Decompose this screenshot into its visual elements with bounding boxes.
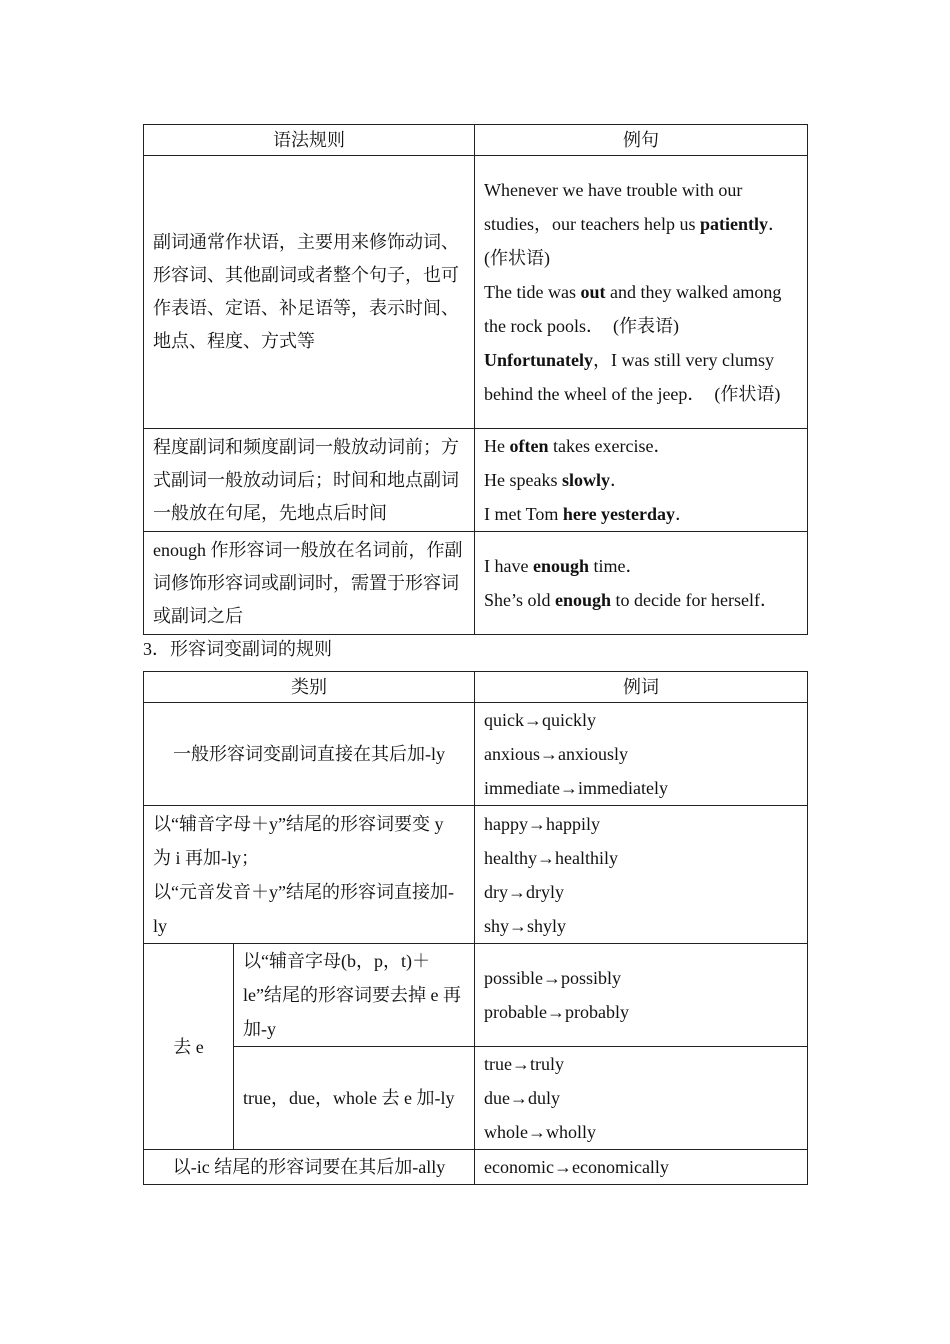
- rule-cell: 以“辅音字母(b，p，t)＋le”结尾的形容词要去掉 e 再加-y: [234, 944, 475, 1047]
- rule-cell: [144, 806, 475, 944]
- example-cell: [475, 703, 808, 806]
- header-grammar-rule: 语法规则: [144, 125, 475, 156]
- example-word: anxious→anxiously: [484, 744, 628, 764]
- rule-cell: 以-ic 结尾的形容词要在其后加-ally: [144, 1150, 475, 1185]
- rule-cell: 副词通常作状语，主要用来修饰动词、形容词、其他副词或者整个句子，也可作表语、定语、补足语等，表示时间、地点、程度、方式等: [144, 156, 475, 429]
- example-word: immediate→immediately: [484, 778, 668, 798]
- grammar-rules-table: [143, 124, 808, 635]
- rule-cell: true，due，whole 去 e 加-ly: [234, 1047, 475, 1150]
- example-word: due→duly: [484, 1088, 560, 1108]
- example-sentence: Unfortunately，I was still very clumsy behind the wheel of the jeep． (作状语): [484, 350, 781, 404]
- example-cell: [475, 429, 808, 532]
- example-word: healthy→healthily: [484, 847, 618, 868]
- example-cell: [475, 1047, 808, 1150]
- example-word: possible→possibly: [484, 968, 622, 988]
- table-row: [144, 1150, 808, 1185]
- table-row: [144, 156, 808, 429]
- example-cell: [475, 156, 808, 429]
- example-word: quick→quickly: [484, 710, 596, 730]
- rule-cell: enough 作形容词一般放在名词前，作副词修饰形容词或副词时，需置于形容词或副词之后: [144, 532, 475, 635]
- table-header-row: [144, 672, 808, 703]
- example-sentence: Whenever we have trouble with our studies，our teachers help us patiently． (作状语): [484, 180, 795, 268]
- header-example-words: 例词: [475, 672, 808, 703]
- example-cell: [475, 944, 808, 1047]
- table-row: [144, 429, 808, 532]
- rule-line: 以“元音发音＋y”结尾的形容词直接加-ly: [153, 881, 454, 936]
- example-word: true→truly: [484, 1054, 564, 1074]
- example-sentence: I met Tom here yesterday．: [484, 504, 694, 524]
- rule-cell: 程度副词和频度副词一般放动词前；方式副词一般放动词后；时间和地点副词一般放在句尾，先地点后时间: [144, 429, 475, 532]
- example-sentence: He often takes exercise．: [484, 436, 672, 456]
- example-sentence: The tide was out and they walked among the rock pools． (作表语): [484, 282, 782, 336]
- table-header-row: [144, 125, 808, 156]
- example-word: dry→dryly: [484, 881, 564, 902]
- example-word: probable→probably: [484, 1002, 629, 1022]
- header-category: 类别: [144, 672, 475, 703]
- group-label-remove-e: 去 e: [144, 944, 234, 1150]
- example-word: whole→wholly: [484, 1122, 596, 1142]
- table-row: [144, 806, 808, 944]
- table-row: [144, 1047, 808, 1150]
- example-sentence: She’s old enough to decide for herself．: [484, 590, 778, 610]
- example-cell: [475, 1150, 808, 1185]
- example-word: economic→economically: [484, 1157, 669, 1177]
- example-cell: [475, 532, 808, 635]
- rule-cell: 一般形容词变副词直接在其后加-ly: [144, 703, 475, 806]
- table-row: [144, 703, 808, 806]
- example-word: happy→happily: [484, 813, 600, 834]
- section-heading: 3．形容词变副词的规则: [143, 639, 332, 659]
- example-sentence: He speaks slowly．: [484, 470, 628, 490]
- example-cell: [475, 806, 808, 944]
- adjective-to-adverb-table: [143, 671, 808, 1185]
- example-sentence: I have enough time．: [484, 556, 644, 576]
- table-row: [144, 532, 808, 635]
- example-word: shy→shyly: [484, 915, 567, 936]
- rule-line: 以“辅音字母＋y”结尾的形容词要变 y 为 i 再加-ly；: [153, 813, 444, 868]
- header-example-sentence: 例句: [475, 125, 808, 156]
- table-row: [144, 944, 808, 1047]
